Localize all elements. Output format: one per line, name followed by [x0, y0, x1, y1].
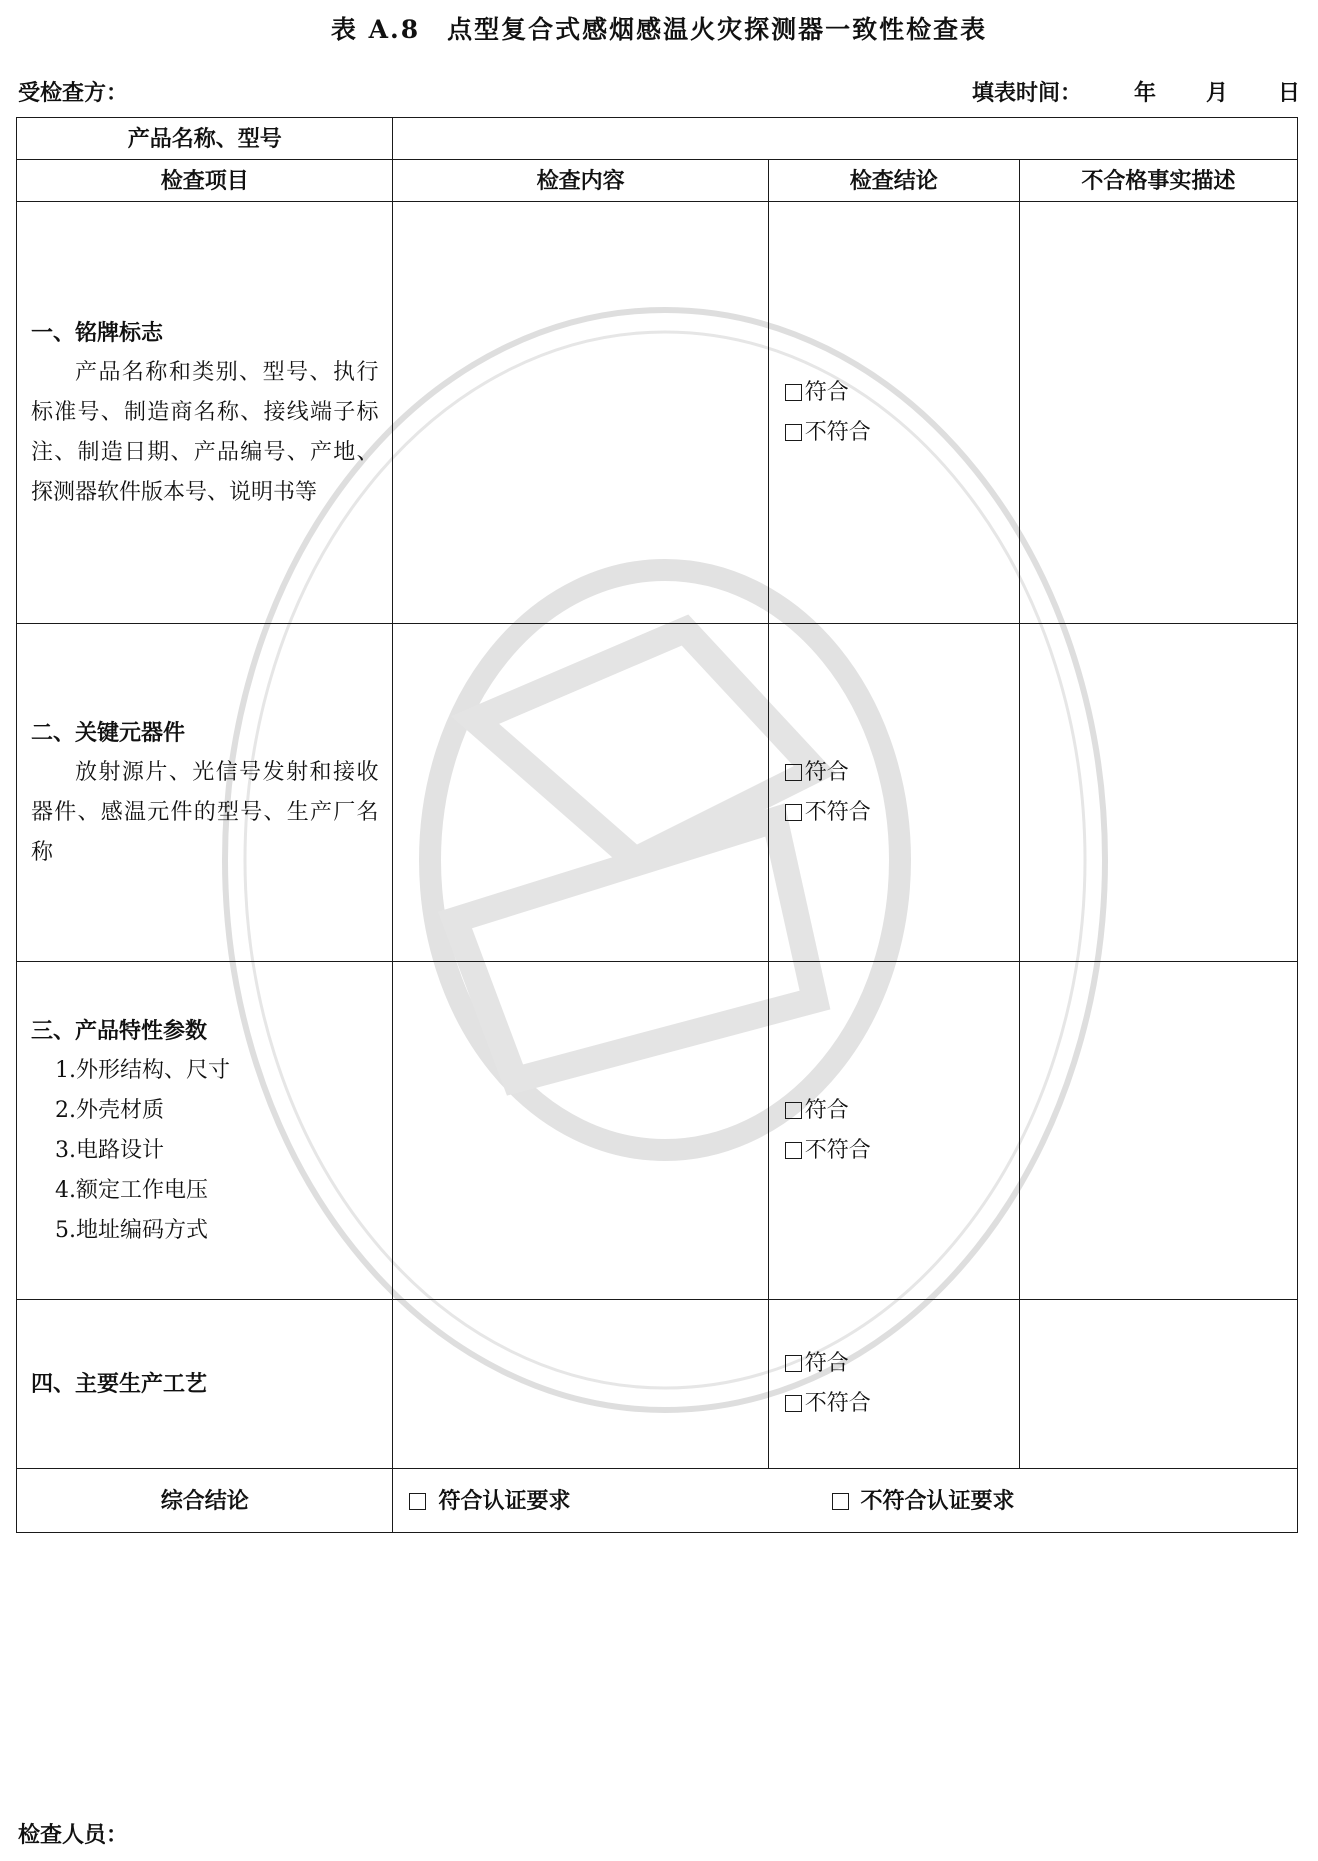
conclusion-options	[393, 1469, 1298, 1533]
fill-time-label: 填表时间：	[971, 80, 1082, 106]
conclusion-row	[17, 1469, 1298, 1533]
item-title: 一、铭牌标志	[31, 319, 164, 346]
checkbox-icon[interactable]	[785, 424, 802, 441]
table-row	[17, 624, 1298, 962]
result-cell	[768, 962, 1019, 1300]
content-cell[interactable]	[393, 624, 768, 962]
header-item: 检查项目	[17, 160, 393, 202]
fill-time	[972, 76, 1300, 107]
nonconformity-cell[interactable]	[1019, 1300, 1297, 1469]
item-production-process	[17, 1300, 393, 1469]
subitem: 5.地址编码方式	[55, 1217, 208, 1243]
content-cell[interactable]	[393, 962, 768, 1300]
year-label: 年	[1133, 80, 1156, 106]
header-result: 检查结论	[768, 160, 1019, 202]
nonconform-option[interactable]: 不符合	[785, 1131, 1019, 1171]
result-cell	[768, 624, 1019, 962]
conclusion-label: 综合结论	[17, 1469, 393, 1533]
content-cell[interactable]	[393, 202, 768, 624]
subitem: 3.电路设计	[55, 1137, 164, 1163]
nonconform-option[interactable]: 不符合	[785, 793, 1019, 833]
product-name-field[interactable]	[393, 118, 1298, 160]
item-title: 二、关键元器件	[31, 719, 186, 746]
header-row	[17, 160, 1298, 202]
result-cell	[768, 1300, 1019, 1469]
checkbox-icon[interactable]	[785, 1355, 802, 1372]
checkbox-icon[interactable]	[785, 1395, 802, 1412]
checkbox-icon[interactable]	[832, 1493, 849, 1510]
nonconformity-cell[interactable]	[1019, 962, 1297, 1300]
document-title: 表 A.8 点型复合式感烟感温火灾探测器一致性检查表	[330, 15, 988, 44]
item-title: 四、主要生产工艺	[31, 1371, 208, 1397]
checkbox-icon[interactable]	[409, 1493, 426, 1510]
conform-option[interactable]: 符合	[785, 1091, 1019, 1131]
subitem: 2.外壳材质	[55, 1097, 164, 1123]
conform-option[interactable]: 符合	[785, 1344, 1019, 1384]
content-cell[interactable]	[393, 1300, 768, 1469]
inspected-party-label: 受检查方：	[18, 80, 129, 106]
checkbox-icon[interactable]	[785, 384, 802, 401]
inspector-label: 检查人员：	[18, 1822, 129, 1848]
header-content: 检查内容	[393, 160, 768, 202]
subitem: 4.额定工作电压	[55, 1177, 208, 1203]
item-characteristics	[17, 962, 393, 1300]
month-label: 月	[1205, 80, 1228, 106]
checkbox-icon[interactable]	[785, 804, 802, 821]
inspection-table	[16, 117, 1298, 1533]
table-row	[17, 202, 1298, 624]
day-label: 日	[1277, 80, 1300, 106]
item-key-components	[17, 624, 393, 962]
checkbox-icon[interactable]	[785, 764, 802, 781]
product-row	[17, 118, 1298, 160]
conform-option[interactable]: 符合	[785, 753, 1019, 793]
checkbox-icon[interactable]	[785, 1142, 802, 1159]
header-nonconformity: 不合格事实描述	[1019, 160, 1297, 202]
table-row	[17, 1300, 1298, 1469]
conform-option[interactable]: 符合	[785, 373, 1019, 413]
item-description: 放射源片、光信号发射和接收器件、感温元件的型号、生产厂名称	[31, 759, 379, 865]
nonconform-option[interactable]: 不符合	[785, 413, 1019, 453]
nonconformity-cell[interactable]	[1019, 202, 1297, 624]
subitem: 1.外形结构、尺寸	[55, 1057, 230, 1083]
item-nameplate	[17, 202, 393, 624]
checkbox-icon[interactable]	[785, 1102, 802, 1119]
item-description: 产品名称和类别、型号、执行标准号、制造商名称、接线端子标注、制造日期、产品编号、产地、探测器软件版本号、说明书等	[31, 359, 379, 505]
result-cell	[768, 202, 1019, 624]
nonconform-option[interactable]: 不符合	[785, 1384, 1019, 1424]
fails-requirements-option[interactable]: 不符合认证要求	[832, 1481, 1015, 1521]
product-name-label: 产品名称、型号	[17, 118, 393, 160]
item-title: 三、产品特性参数	[31, 1017, 208, 1044]
table-row	[17, 962, 1298, 1300]
nonconformity-cell[interactable]	[1019, 624, 1297, 962]
meets-requirements-option[interactable]: 符合认证要求	[409, 1481, 570, 1521]
